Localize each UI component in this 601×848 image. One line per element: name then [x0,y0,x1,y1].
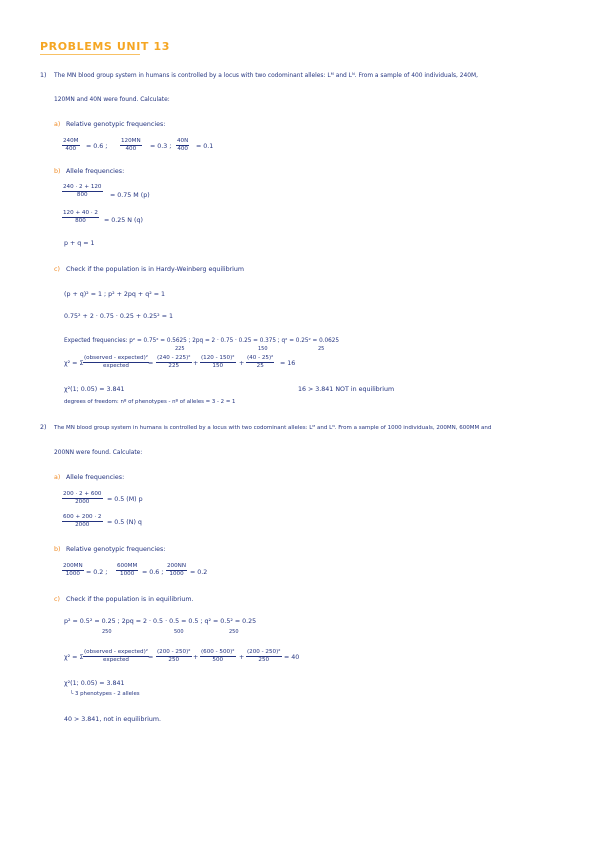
q1c-chi-formula [83,355,149,370]
q1c-degrees-of-freedom: degrees of freedom: nº of phenotypes - nº of alleles = 3 - 2 = 1 [64,399,236,405]
q1c-chi-symbol: χ² = Σ [64,360,84,367]
q2c-chi-formula-den: expected [103,657,129,663]
q1c-term-mm-den: 225 [168,363,180,369]
q2c-chi-result: = 40 [284,654,300,661]
q2c-expected-count-mn: 500 [174,629,184,635]
q1b-heading: Allele frequencies: [66,168,125,175]
q2-statement-line1: The MN blood group system in humans is controlled by a locus with two codominant alleles: Lᴹ and Lᴺ. From a sample of 1000 individuals, 200MN, 600MM and [54,425,492,431]
q1c-term-nn-num: (40 - 25)² [247,355,274,361]
q1c-equals-1: = [148,360,154,367]
q1b-result-q: = 0.25 N (q) [104,217,143,224]
q2c-df-note-text: 3 phenotypes - 2 alleles [74,691,140,697]
q1c-chi-result: = 16 [280,360,296,367]
q1c-equation-2: 0.75² + 2 · 0.75 · 0.25 + 0.25² = 1 [64,313,173,320]
q2a-result-q: = 0.5 (N) q [107,519,142,526]
q1-number: 1) [40,72,47,79]
q2c-term-mm [200,649,236,664]
q2b-fraction-mm-num: 600MM [117,563,138,569]
q2c-expected-count-mm: 250 [102,629,112,635]
q2b-fraction-mn-den: 1000 [65,571,80,577]
q1c-critical-value: χ²(1; 0.05) = 3.841 [64,386,125,393]
q2b-label: b) [54,546,61,553]
q2a-fraction-q [62,514,103,529]
q2c-expected-frequencies: p² = 0.5² = 0.25 ; 2pq = 2 · 0.5 · 0.5 = 0.5 ; q² = 0.5² = 0.25 [64,618,257,625]
q1c-expected-count-mm: 225 [175,346,185,352]
q1c-plus-2: + [239,360,245,367]
q2-statement-line2: 200NN were found. Calculate: [54,450,143,456]
q2c-conclusion: 40 > 3.841, not in equilibrium. [64,716,161,723]
q1a-fraction-mn-num: 120MN [121,138,141,144]
q2c-plus-2: + [239,654,245,661]
q1a-fraction-mn [120,138,142,153]
q1b-fraction-p [62,184,103,199]
q2a-fraction-p-den: 2000 [75,499,90,505]
q2c-heading: Check if the population is in equilibrium. [66,596,194,603]
q1c-term-mm-num: (240 - 225)² [157,355,191,361]
q2a-fraction-p [62,491,103,506]
q2c-label: c) [54,596,60,603]
q1c-term-mn [200,355,236,370]
q1c-term-nn [246,355,274,370]
q1c-conclusion: 16 > 3.841 NOT in equilibrium [298,386,395,393]
q1c-term-mn-num: (120 - 150)² [201,355,235,361]
q2b-fraction-mm [116,563,138,578]
q2c-term-nn-num: (200 - 250)² [247,649,281,655]
q1c-label: c) [54,266,60,273]
q2b-heading: Relative genotypic frequencies: [66,546,166,553]
q2c-df-note: └ 3 phenotypes - 2 alleles [70,691,140,697]
q1a-fraction-m-num: 240M [63,138,79,144]
q2c-plus-1: + [193,654,199,661]
q1c-plus-1: + [193,360,199,367]
q2c-expected-count-nn: 250 [229,629,239,635]
q1c-term-mn-den: 150 [212,363,224,369]
q2c-term-mn [156,649,192,664]
q1-statement-line1: The MN blood group system in humans is controlled by a locus with two codominant alleles: Lᴹ and Lᴺ. From a sample of 400 individuals, 240M, [54,73,478,79]
q1a-result-m: = 0.6 ; [86,143,108,150]
q1a-fraction-n-den: 400 [177,146,188,152]
q1-statement-line2: 120MN and 40N were found. Calculate: [54,97,170,103]
q2b-fraction-mm-den: 1000 [120,571,135,577]
q2c-term-mm-den: 500 [212,657,224,663]
q1b-label: b) [54,168,61,175]
q2b-fraction-mn-num: 200MN [63,563,83,569]
q2b-fraction-nn-num: 200NN [167,563,187,569]
q1a-heading: Relative genotypic frequencies: [66,121,166,128]
q1a-fraction-m-den: 400 [65,146,77,152]
q1c-chi-formula-den: expected [103,363,129,369]
q2b-result-mn: = 0.2 ; [86,569,108,576]
q1b-sum: p + q = 1 [64,240,95,247]
q2c-term-mn-den: 250 [168,657,180,663]
q1a-fraction-mn-den: 400 [125,146,137,152]
q1c-term-mm [156,355,192,370]
q1b-fraction-q-den: 800 [75,218,86,224]
q2c-term-mn-num: (200 - 250)² [157,649,191,655]
q2b-fraction-nn-den: 1000 [169,571,184,577]
q1a-fraction-m [62,138,80,153]
q1a-label: a) [54,121,61,128]
q1c-equation-1: (p + q)² = 1 ; p² + 2pq + q² = 1 [64,291,166,298]
q1b-fraction-p-den: 800 [76,192,88,198]
q2a-fraction-p-num: 200 · 2 + 600 [63,491,102,497]
q2a-label: a) [54,474,61,481]
q1c-chi-formula-num: (observed - expected)² [84,355,149,361]
q1a-fraction-n-num: 40N [177,138,189,144]
q2a-heading: Allele frequencies: [66,474,125,481]
title-underline [40,54,140,55]
q2c-chi-symbol: χ² = Σ [64,654,84,661]
q2a-result-p: = 0.5 (M) p [107,496,143,503]
q2a-fraction-q-num: 600 + 200 · 2 [63,514,102,520]
page-title: PROBLEMS UNIT 13 [40,40,170,53]
q2c-chi-formula-num: (observed - expected)² [84,649,149,655]
q1c-expected-frequencies: Expected frequencies: p² = 0.75² = 0.5625 ; 2pq = 2 · 0.75 · 0.25 = 0.375 ; q² = 0.25² = 0.0625 [64,338,340,344]
q1b-fraction-q-num: 120 + 40 · 2 [63,210,98,216]
q2-number: 2) [40,424,47,431]
q2c-term-mm-num: (600 - 500)² [201,649,235,655]
q1c-heading: Check if the population is in Hardy-Weinberg equilibrium [66,266,245,273]
q1b-fraction-q [62,210,99,225]
q2b-result-nn: = 0.2 [190,569,208,576]
q1b-result-p: = 0.75 M (p) [110,192,150,199]
q2b-fraction-nn [166,563,187,578]
q1c-expected-count-mn: 150 [258,346,268,352]
q1c-expected-count-nn: 25 [318,346,325,352]
q1a-fraction-n [176,138,189,153]
q2c-equals-1: = [148,654,154,661]
q1a-result-n: = 0.1 [196,143,214,150]
q2a-fraction-q-den: 2000 [75,522,90,528]
q2c-term-nn-den: 250 [258,657,270,663]
q1c-term-nn-den: 25 [256,363,264,369]
q2b-result-mm: = 0.6 ; [142,569,164,576]
q2c-term-nn [246,649,282,664]
q2b-fraction-mn [62,563,84,578]
q1b-fraction-p-num: 240 · 2 + 120 [63,184,102,190]
q2c-chi-formula [83,649,149,664]
q1a-result-mn: = 0.3 ; [150,143,172,150]
q2c-critical-value: χ²(1; 0.05) = 3.841 [64,680,125,687]
